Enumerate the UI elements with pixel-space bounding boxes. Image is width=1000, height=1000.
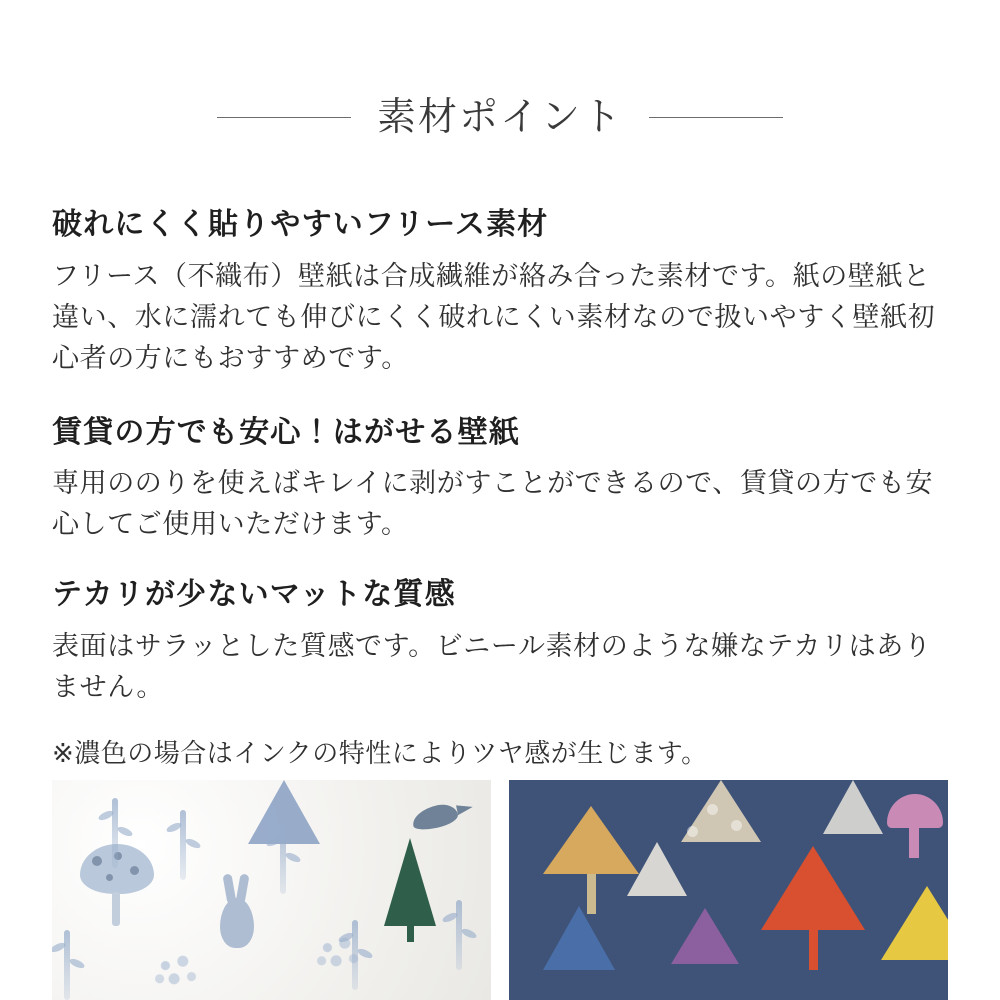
leaf-sprig bbox=[180, 810, 186, 880]
paper-tree-purple bbox=[671, 908, 739, 964]
section-body: フリース（不織布）壁紙は合成繊維が絡み合った素材です。紙の壁紙と違い、水に濡れても伸びにくく破れにくい素材なので扱いやすく壁紙初心者の方にもおすすめです。 bbox=[52, 260, 936, 373]
spot bbox=[106, 874, 113, 881]
dot bbox=[707, 804, 718, 815]
leaf-sprig bbox=[352, 920, 358, 990]
heading-rule-right bbox=[649, 117, 783, 118]
mushroom-trunk-shape bbox=[112, 892, 120, 926]
page-title: 素材ポイント bbox=[376, 96, 623, 140]
fir-tree-trunk bbox=[407, 926, 414, 942]
bird-shape bbox=[410, 801, 460, 832]
disclaimer-note: ※濃色の場合はインクの特性によりツヤ感が生じます。 bbox=[52, 737, 708, 768]
paper-mushroom-stem bbox=[909, 828, 919, 858]
section-title: テカリが少ないマットな質感 bbox=[52, 578, 456, 612]
dot bbox=[731, 820, 742, 831]
wallpaper-sample-navy-paper-trees bbox=[509, 780, 948, 1000]
leaf-sprig bbox=[64, 930, 70, 1000]
paper-tree-orange bbox=[761, 846, 865, 930]
paper-tree-tan bbox=[543, 806, 639, 874]
paper-tree-yellow bbox=[881, 886, 948, 960]
flower-cluster bbox=[148, 948, 206, 992]
dot bbox=[687, 826, 698, 837]
section-fleece-material bbox=[52, 205, 948, 379]
section-title: 賃貸の方でも安心！はがせる壁紙 bbox=[52, 415, 520, 449]
leaf-sprig bbox=[280, 824, 286, 894]
rabbit-shape bbox=[220, 898, 254, 948]
fir-tree-shape bbox=[384, 838, 436, 926]
paper-tree-blue bbox=[543, 906, 615, 970]
section-title: 破れにくく貼りやすいフリース素材 bbox=[52, 208, 549, 242]
leaf-sprig bbox=[112, 798, 118, 868]
section-body: 専用ののりを使えばキレイに剥がすことができるので、賃貸の方でも安心してご使用いただけます。 bbox=[52, 468, 934, 540]
content-area bbox=[0, 163, 1000, 773]
paper-tree-white bbox=[627, 842, 687, 896]
paper-mushroom-cap bbox=[887, 794, 943, 828]
spot bbox=[130, 866, 139, 875]
section-heading bbox=[0, 0, 1000, 163]
wallpaper-sample-light-forest-animals bbox=[52, 780, 491, 1000]
sample-image-strip bbox=[0, 780, 1000, 1000]
paper-tree-white bbox=[823, 780, 883, 834]
heading-rule-left bbox=[217, 117, 351, 118]
section-body: 表面はサラッとした質感です。ビニール素材のような嫌なテカリはありません。 bbox=[52, 630, 932, 702]
section-matte-texture bbox=[52, 575, 948, 773]
paper-tree-trunk bbox=[809, 930, 818, 970]
leaf-sprig bbox=[456, 900, 462, 970]
section-removable-wallpaper bbox=[52, 413, 948, 546]
spot bbox=[92, 856, 102, 866]
